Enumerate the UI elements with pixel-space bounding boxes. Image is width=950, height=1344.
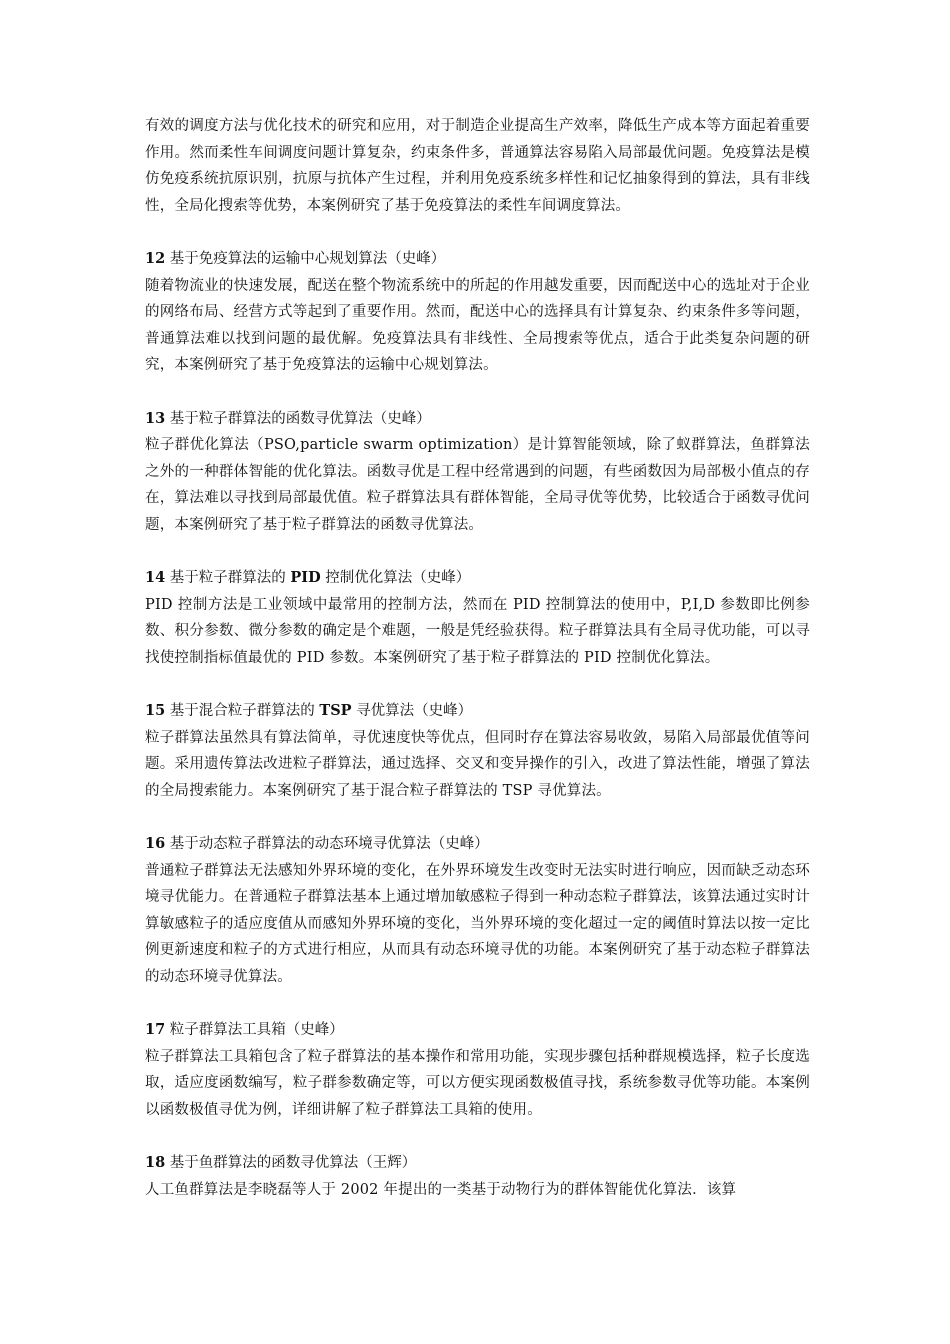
- section-title: 基于粒子群算法的函数寻优算法（史峰）: [169, 410, 431, 427]
- section-12: [145, 246, 810, 379]
- section-title-post: 控制优化算法（史峰）: [320, 570, 471, 586]
- section-body: 人工鱼群算法是李晓磊等人于 2002 年提出的一类基于动物行为的群体智能优化算法．该算: [145, 1181, 737, 1198]
- section-heading: [145, 565, 810, 592]
- section-title-post: 寻优算法（史峰）: [351, 703, 473, 719]
- section-gap: [145, 379, 810, 406]
- section-title-bold: TSP: [319, 702, 352, 719]
- section-13: [145, 406, 810, 539]
- section-heading: [145, 831, 810, 858]
- section-gap: [145, 538, 810, 565]
- section-number: 12: [145, 250, 166, 267]
- intro-paragraph: 有效的调度方法与优化技术的研究和应用，对于制造企业提高生产效率，降低生产成本等方面起着重要作用。然而柔性车间调度问题计算复杂，约束条件多，普通算法容易陷入局部最优问题。免疫算法是模仿免疫系统抗原识别，抗原与抗体产生过程，并利用免疫系统多样性和记忆抽象得到的算法，具有非线性，全局化搜索等优势，本案例研究了基于免疫算法的柔性车间调度算法。: [145, 118, 810, 214]
- section-body: 随着物流业的快速发展，配送在整个物流系统中的所起的作用越发重要，因而配送中心的选址对于企业的网络布局、经营方式等起到了重要作用。然而，配送中心的选择具有计算复杂、约束条件多等问题，普通算法难以找到问题的最优解。免疫算法具有非线性、全局搜索等优点，适合于此类复杂问题的研究，本案例研究了基于免疫算法的运输中心规划算法。: [145, 277, 810, 373]
- section-16: [145, 831, 810, 990]
- section-15: [145, 698, 810, 804]
- section-gap: [145, 990, 810, 1017]
- document-page: [145, 113, 810, 1203]
- section-number: 17: [145, 1021, 166, 1038]
- section-number: 18: [145, 1154, 166, 1171]
- section-number: 13: [145, 409, 166, 427]
- section-title-pre: 基于混合粒子群算法的: [169, 703, 320, 719]
- section-title: 基于鱼群算法的函数寻优算法（王辉）: [169, 1155, 417, 1171]
- section-gap: [145, 671, 810, 698]
- section-title: 粒子群算法工具箱（史峰）: [169, 1022, 344, 1038]
- section-body: 普通粒子群算法无法感知外界环境的变化，在外界环境发生改变时无法实时进行响应，因而缺乏动态环境寻优能力。在普通粒子群算法基本上通过增加敏感粒子得到一种动态粒子群算法，该算法通过实时计算敏感粒子的适应度值从而感知外界环境的变化，当外界环境的变化超过一定的阈值时算法以按一定比例更新速度和粒子的方式进行相应，从而具有动态环境寻优的功能。本案例研究了基于动态粒子群算法的动态环境寻优算法。: [145, 862, 810, 985]
- section-body: 粒子群算法工具箱包含了粒子群算法的基本操作和常用功能，实现步骤包括种群规模选择，粒子长度选取，适应度函数编写，粒子群参数确定等，可以方便实现函数极值寻找，系统参数寻优等功能。本案例以函数极值寻优为例，详细讲解了粒子群算法工具箱的使用。: [145, 1048, 810, 1118]
- section-heading: [145, 698, 810, 725]
- section-body: PID 控制方法是工业领域中最常用的控制方法，然而在 PID 控制算法的使用中，P,I,D 参数即比例参数、积分参数、微分参数的确定是个难题，一般是凭经验获得。粒子群算法具有全局寻优功能，可以寻找使控制指标值最优的 PID 参数。本案例研究了基于粒子群算法的 PID 控制优化算法。: [145, 596, 810, 666]
- section-title-bold: PID: [290, 569, 321, 586]
- section-body: 粒子群算法虽然具有算法简单，寻优速度快等优点，但同时存在算法容易收敛，易陷入局部最优值等问题。采用遗传算法改进粒子群算法，通过选择、交叉和变异操作的引入，改进了算法性能，增强了算法的全局搜索能力。本案例研究了基于混合粒子群算法的 TSP 寻优算法。: [145, 729, 810, 799]
- section-14: [145, 565, 810, 671]
- section-17: [145, 1017, 810, 1123]
- section-heading: [145, 246, 810, 273]
- section-18: [145, 1150, 810, 1203]
- section-title-pre: 基于粒子群算法的: [169, 570, 291, 586]
- section-gap: [145, 804, 810, 831]
- section-gap: [145, 219, 810, 246]
- section-number: 16: [145, 835, 166, 852]
- section-body: 粒子群优化算法（PSO,particle swarm optimization）是计算智能领域，除了蚁群算法，鱼群算法之外的一种群体智能的优化算法。函数寻优是工程中经常遇到的问题，有些函数因为局部极小值点的存在，算法难以寻找到局部最优值。粒子群算法具有群体智能，全局寻优等优势，比较适合于函数寻优问题，本案例研究了基于粒子群算法的函数寻优算法。: [145, 437, 810, 533]
- section-number: 15: [145, 702, 166, 719]
- section-heading: [145, 1150, 810, 1177]
- section-heading: [145, 1017, 810, 1044]
- section-title: 基于动态粒子群算法的动态环境寻优算法（史峰）: [169, 836, 489, 852]
- section-title: 基于免疫算法的运输中心规划算法（史峰）: [169, 251, 446, 267]
- section-gap: [145, 1123, 810, 1150]
- section-heading: [145, 406, 810, 433]
- section-number: 14: [145, 569, 166, 586]
